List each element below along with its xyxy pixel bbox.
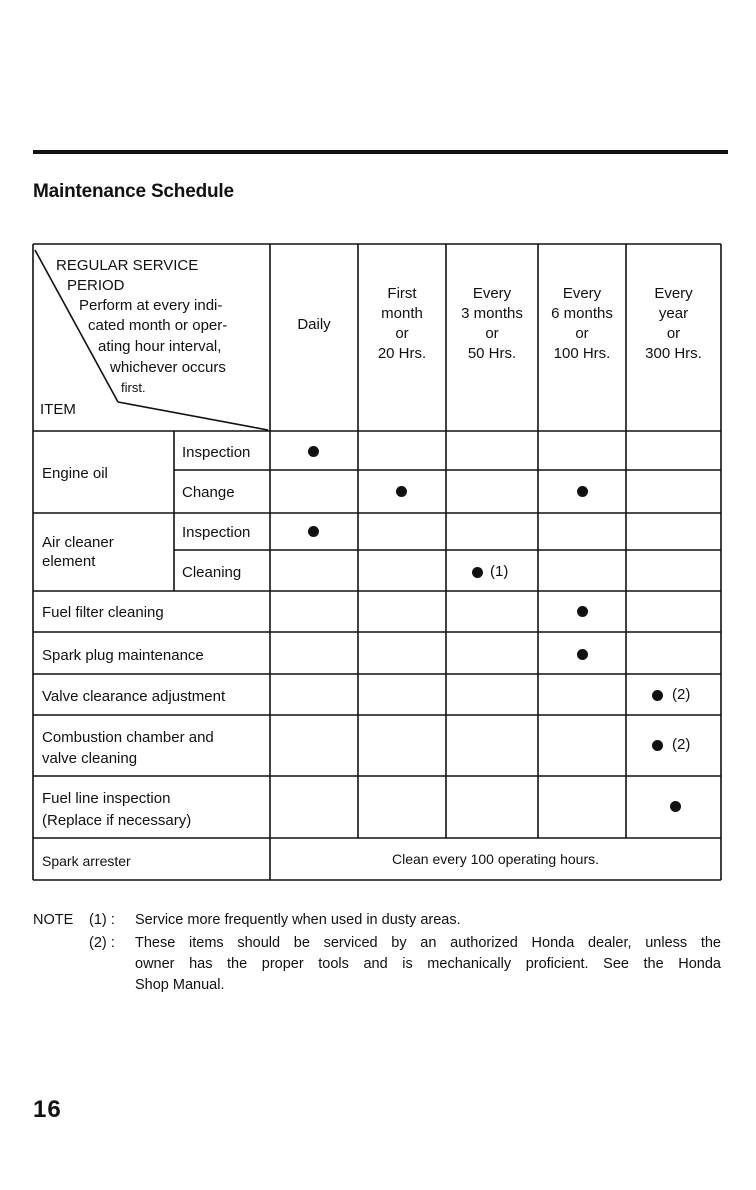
period-daily: Daily: [297, 316, 331, 333]
row-air-cleaner-cleaning: Cleaning: [182, 564, 242, 581]
row-engine-oil-change: Change: [182, 484, 235, 501]
period-first-month-l2: month: [381, 305, 423, 322]
note-2-number: (2) :: [89, 935, 115, 951]
row-fuel-line-l2: (Replace if necessary): [42, 812, 192, 829]
mark-spark-plug-6-months: [577, 649, 588, 660]
period-6-months-l4: 100 Hrs.: [553, 345, 611, 362]
period-year-l3: or: [666, 325, 681, 342]
mark-engine-oil-inspection-daily: [308, 446, 319, 457]
period-3-months-l3: or: [485, 325, 499, 342]
mark-note-2-valve: (2): [672, 686, 691, 703]
mark-combustion-year: [652, 740, 663, 751]
period-first-month-l3: or: [395, 325, 409, 342]
mark-air-cleaner-inspection-daily: [308, 526, 319, 537]
row-fuel-filter: Fuel filter cleaning: [42, 604, 164, 621]
corner-desc-4: whichever occurs: [110, 359, 226, 376]
period-6-months-l2: 6 months: [551, 305, 613, 322]
row-air-cleaner-l1: Air cleaner: [42, 534, 114, 551]
period-6-months-l1: Every: [562, 285, 602, 302]
period-year-l4: 300 Hrs.: [645, 345, 702, 362]
corner-regular-service: REGULAR SERVICE: [56, 257, 199, 274]
period-first-month-l1: First: [387, 285, 417, 302]
period-year-l1: Every: [654, 285, 693, 302]
corner-desc-1: Perform at every indi-: [79, 297, 223, 314]
period-6-months-l3: or: [575, 325, 589, 342]
row-engine-oil-inspection: Inspection: [182, 444, 251, 461]
mark-fuel-filter-6-months: [577, 606, 588, 617]
corner-period: PERIOD: [67, 277, 125, 294]
page-title: Maintenance Schedule: [33, 181, 234, 202]
row-spark-arrester: Spark arrester: [42, 853, 131, 869]
corner-desc-5: first.: [121, 380, 146, 395]
row-fuel-line-l1: Fuel line inspection: [42, 790, 171, 807]
period-year-l2: year: [658, 305, 689, 322]
mark-valve-clearance-year: [652, 690, 663, 701]
note-2-line-2: owner has the proper tools and is mechanically proficient. See the Honda: [135, 956, 721, 972]
row-engine-oil: Engine oil: [42, 465, 108, 482]
note-1-text: Service more frequently when used in dusty areas.: [135, 912, 461, 928]
note-2-line-3: Shop Manual.: [135, 977, 225, 993]
mark-engine-oil-change-6-months: [577, 486, 588, 497]
row-spark-plug: Spark plug maintenance: [42, 647, 204, 664]
period-3-months-l1: Every: [472, 285, 512, 302]
mark-fuel-line-year: [670, 801, 681, 812]
corner-item-label: ITEM: [40, 401, 76, 418]
period-3-months-l2: 3 months: [461, 305, 523, 322]
page-number: 16: [33, 1096, 62, 1123]
mark-air-cleaner-cleaning-3-months: [472, 567, 483, 578]
mark-note-1: (1): [490, 563, 509, 580]
row-valve-clearance: Valve clearance adjustment: [42, 688, 226, 705]
row-air-cleaner-inspection: Inspection: [182, 524, 251, 541]
row-combustion-l2: valve cleaning: [42, 750, 138, 767]
corner-desc-2: cated month or oper-: [88, 317, 228, 334]
mark-engine-oil-change-first-month: [396, 486, 407, 497]
note-2-line-1: These items should be serviced by an authorized Honda dealer, unless the: [135, 935, 721, 951]
period-first-month-l4: 20 Hrs.: [377, 345, 427, 362]
note-1-number: (1) :: [89, 912, 115, 928]
row-combustion-l1: Combustion chamber and: [42, 729, 214, 746]
row-air-cleaner-l2: element: [42, 553, 96, 570]
spark-arrester-note: Clean every 100 operating hours.: [391, 851, 600, 867]
mark-note-2-combustion: (2): [672, 736, 691, 753]
period-3-months-l4: 50 Hrs.: [467, 345, 517, 362]
note-label: NOTE: [33, 912, 74, 928]
corner-desc-3: ating hour interval,: [98, 338, 222, 355]
